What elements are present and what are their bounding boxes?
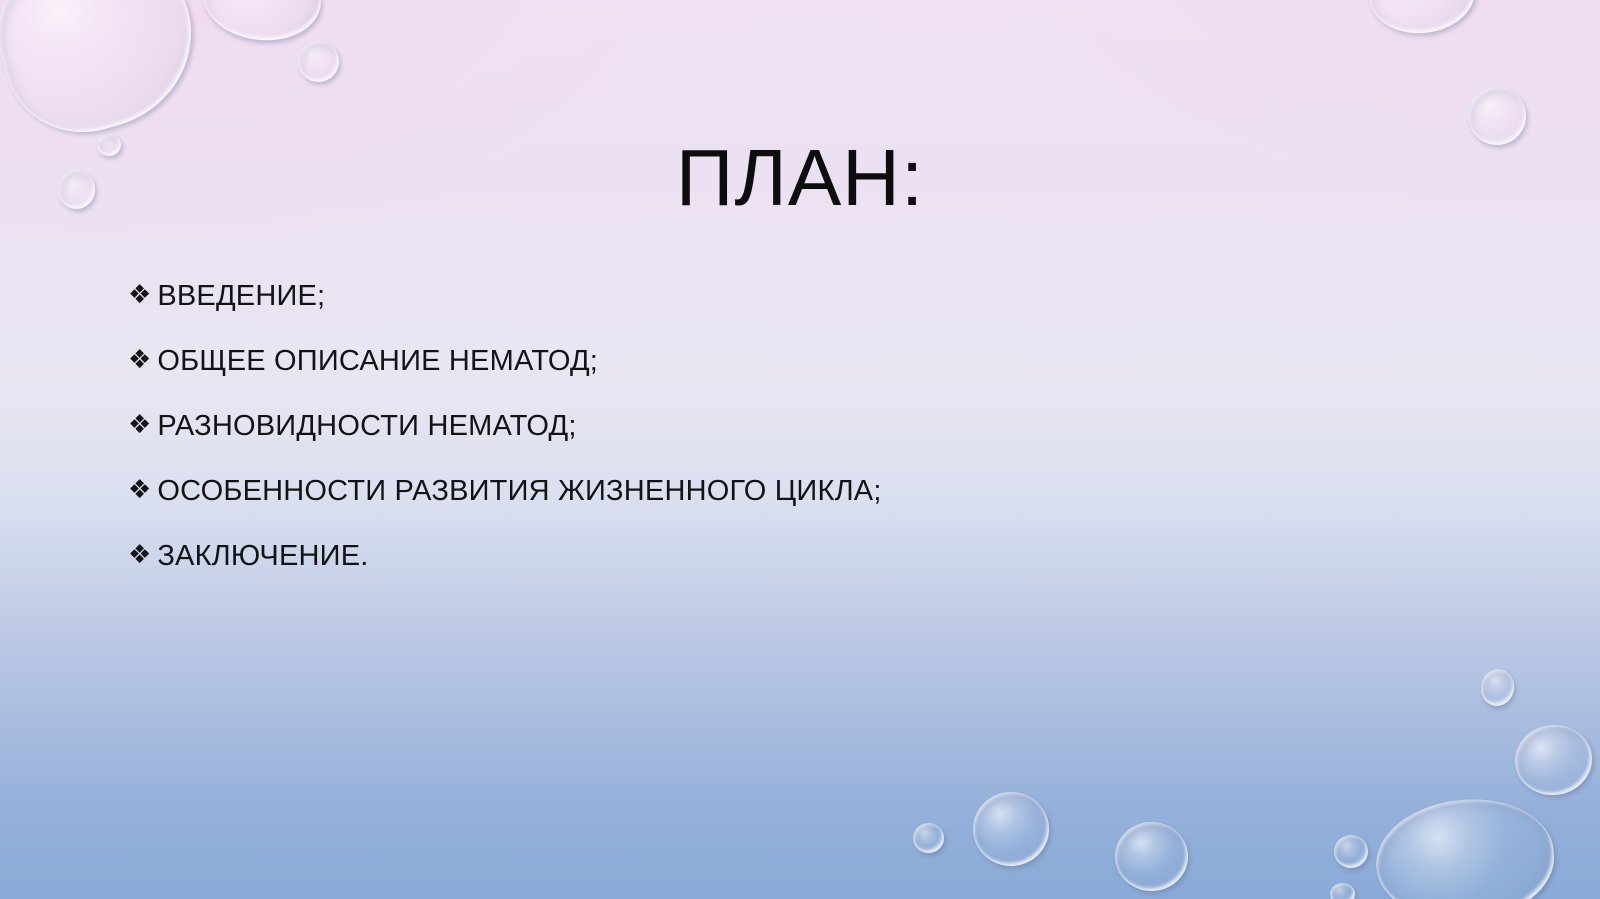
- diamond-bullet-icon: ❖: [128, 345, 152, 375]
- water-droplet: [1468, 87, 1526, 145]
- bullet-item: [128, 541, 1540, 572]
- bullet-text: ВВЕДЕНИЕ;: [157, 280, 326, 312]
- bullet-text: ЗАКЛЮЧЕНИЕ.: [157, 540, 369, 572]
- water-droplet: [1334, 835, 1368, 868]
- bullet-text: ОБЩЕЕ ОПИСАНИЕ НЕМАТОД;: [157, 345, 599, 377]
- water-droplet: [1511, 720, 1597, 800]
- diamond-bullet-icon: ❖: [128, 475, 152, 505]
- water-droplet: [1115, 822, 1188, 891]
- water-droplet: [0, 0, 213, 151]
- bullet-item: [128, 411, 1540, 442]
- diamond-bullet-icon: ❖: [128, 280, 152, 310]
- water-droplet: [973, 792, 1049, 866]
- water-droplet: [1372, 794, 1558, 899]
- bullet-text: ОСОБЕННОСТИ РАЗВИТИЯ ЖИЗНЕННОГО ЦИКЛА;: [157, 475, 882, 507]
- water-droplet: [1478, 666, 1518, 709]
- bullet-item: [128, 476, 1540, 507]
- diamond-bullet-icon: ❖: [128, 410, 152, 440]
- water-droplet: [1365, 0, 1479, 38]
- water-droplet: [298, 41, 339, 82]
- bullet-item: [128, 281, 1540, 312]
- water-droplet: [1330, 883, 1355, 899]
- bullet-text: РАЗНОВИДНОСТИ НЕМАТОД;: [157, 410, 577, 442]
- diamond-bullet-icon: ❖: [128, 540, 152, 570]
- bullet-list: [128, 281, 1540, 606]
- water-droplet: [913, 823, 944, 853]
- slide-title: ПЛАН:: [675, 133, 925, 222]
- bullet-item: [128, 346, 1540, 377]
- water-droplet: [199, 0, 325, 46]
